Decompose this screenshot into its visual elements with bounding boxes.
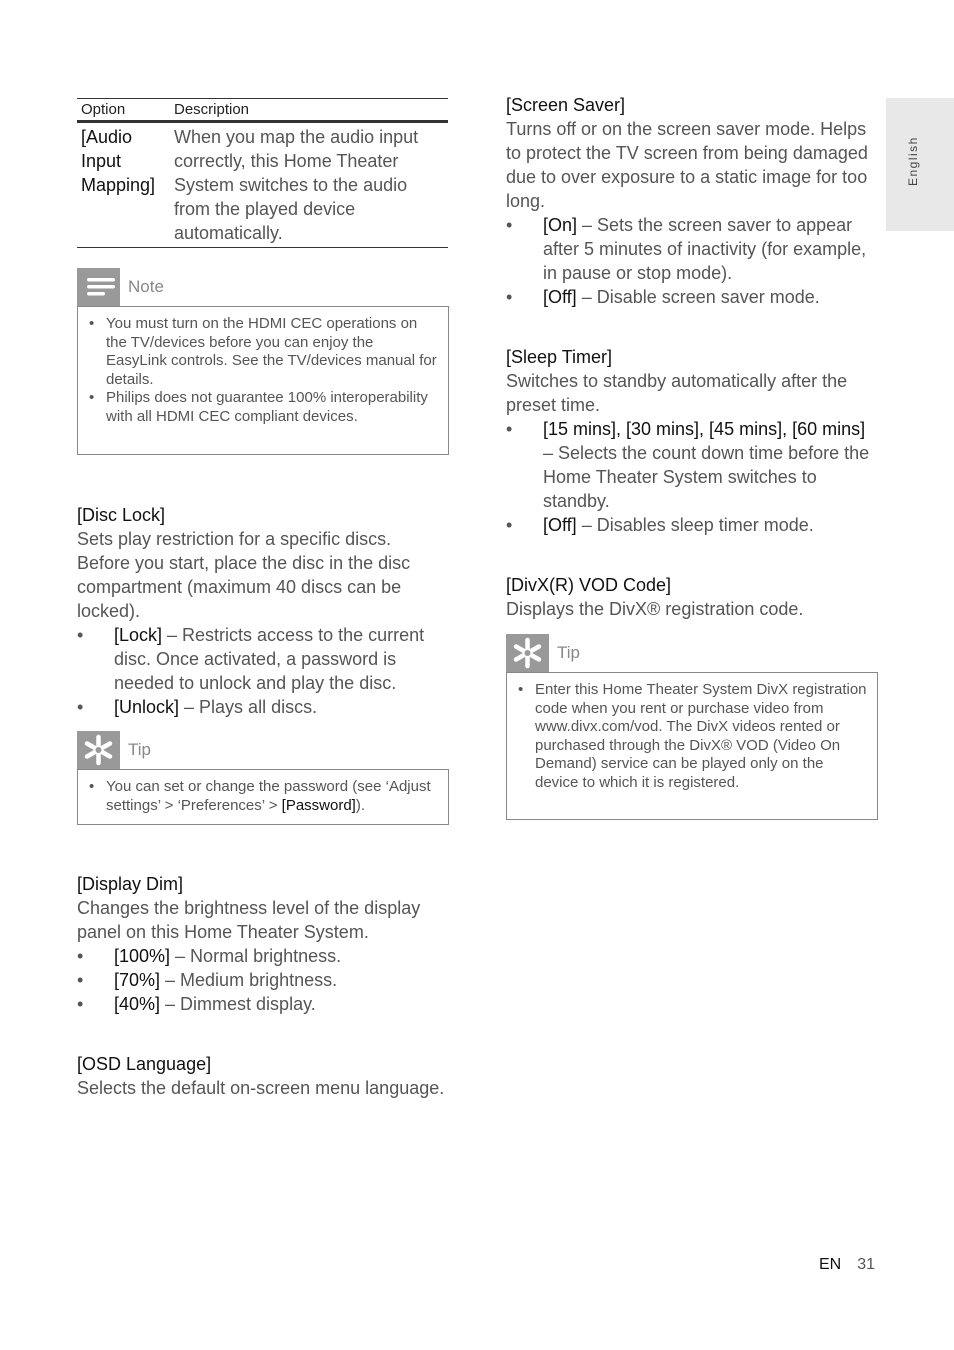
list-item bbox=[506, 213, 878, 285]
section-text: Switches to standby automatically after the preset time. bbox=[506, 371, 848, 415]
option-key: [Lock] bbox=[114, 625, 163, 645]
divx-section bbox=[506, 573, 878, 621]
list-item bbox=[77, 968, 449, 992]
tip-header bbox=[506, 634, 878, 672]
option-desc: – Medium brightness. bbox=[160, 970, 338, 990]
note-body bbox=[77, 306, 449, 455]
page-number: 31 bbox=[857, 1256, 875, 1273]
disc-lock-section bbox=[77, 503, 449, 719]
table-header-row bbox=[77, 99, 448, 122]
tip-text: You can set or change the password (see ‘Adjust settings’ > ‘Preferences’ > bbox=[106, 778, 431, 814]
list-item bbox=[506, 285, 878, 309]
table-row bbox=[77, 122, 448, 248]
tip-asterisk-icon bbox=[77, 731, 120, 769]
option-key: [100%] bbox=[114, 946, 171, 966]
option-key: [Off] bbox=[543, 287, 577, 307]
option-table bbox=[77, 98, 448, 248]
list-item bbox=[506, 513, 878, 537]
table-cell-option: [Audio Input Mapping] bbox=[77, 122, 170, 248]
tip-text-end: ). bbox=[355, 796, 366, 814]
note-label: Note bbox=[128, 277, 164, 296]
list-item bbox=[77, 992, 449, 1016]
tip-asterisk-icon bbox=[506, 634, 549, 672]
list-item bbox=[77, 623, 449, 695]
option-desc: – Restricts access to the current disc. Once activated, a password is needed to unlock and play the disc. bbox=[114, 625, 425, 693]
sleep-timer-section bbox=[506, 345, 878, 537]
option-desc: – Normal brightness. bbox=[170, 946, 342, 966]
list-item: • You must turn on the HDMI CEC operations on the TV/devices before you can enjoy the EasyLink controls. See the TV/devices manual for details. bbox=[86, 315, 438, 389]
list-item bbox=[86, 778, 438, 815]
tip-header bbox=[77, 731, 449, 769]
section-text: Changes the brightness level of the display panel on this Home Theater System. bbox=[77, 898, 421, 942]
tip-key: [Password] bbox=[281, 796, 356, 814]
note-lines-icon bbox=[77, 268, 120, 306]
section-text: Selects the default on-screen menu language. bbox=[77, 1078, 445, 1098]
option-desc: – Disables sleep timer mode. bbox=[576, 515, 814, 535]
option-key: [On] bbox=[543, 215, 578, 235]
section-title: [Disc Lock] bbox=[77, 505, 166, 525]
section-text: Sets play restriction for a specific discs. Before you start, place the disc in the disc compartment (maximum 40 discs can be locked). bbox=[77, 529, 411, 621]
note-callout bbox=[77, 268, 449, 455]
tip-callout-left bbox=[77, 731, 449, 825]
screen-saver-section bbox=[506, 93, 878, 309]
tip-body bbox=[77, 769, 449, 825]
note-header bbox=[77, 268, 449, 306]
option-desc: – Plays all discs. bbox=[179, 697, 318, 717]
footer-language: EN bbox=[818, 1256, 842, 1273]
list-item bbox=[77, 695, 449, 719]
tip-body bbox=[506, 672, 878, 820]
section-title: [DivX(R) VOD Code] bbox=[506, 575, 672, 595]
list-item: • Enter this Home Theater System DivX registration code when you rent or purchase video from www.divx.com/vod. The DivX videos rented or purchased through the DivX® VOD (Video On Demand) service can be played only on the device to which it is registered. bbox=[515, 681, 867, 792]
table-header-option: Option bbox=[77, 99, 170, 122]
option-key: [70%] bbox=[114, 970, 161, 990]
option-desc: – Sets the screen saver to appear after 5 minutes of inactivity (for example, in pause or stop mode). bbox=[543, 215, 867, 283]
language-tab bbox=[886, 98, 954, 231]
osd-language-section bbox=[77, 1052, 449, 1100]
option-key: [15 mins], [30 mins], [45 mins], [60 mins] bbox=[543, 419, 866, 439]
language-tab-label: English bbox=[906, 136, 920, 186]
option-desc: – Selects the count down time before the Home Theater System switches to standby. bbox=[543, 443, 870, 511]
table-cell-description: When you map the audio input correctly, this Home Theater System switches to the audio from the played device automatically. bbox=[170, 122, 448, 248]
section-title: [Display Dim] bbox=[77, 874, 184, 894]
section-text: Turns off or on the screen saver mode. Helps to protect the TV screen from being damaged due to over exposure to a static image for too long. bbox=[506, 119, 868, 211]
option-key: [Unlock] bbox=[114, 697, 180, 717]
tip-callout-right bbox=[506, 634, 878, 820]
section-title: [Sleep Timer] bbox=[506, 347, 613, 367]
list-item bbox=[77, 944, 449, 968]
option-key: [40%] bbox=[114, 994, 161, 1014]
option-desc: – Disable screen saver mode. bbox=[576, 287, 820, 307]
section-title: [OSD Language] bbox=[77, 1054, 212, 1074]
option-key: [Off] bbox=[543, 515, 577, 535]
section-title: [Screen Saver] bbox=[506, 95, 626, 115]
page-footer bbox=[819, 1256, 875, 1274]
section-text: Displays the DivX® registration code. bbox=[506, 599, 804, 619]
tip-label: Tip bbox=[128, 740, 151, 759]
display-dim-section bbox=[77, 872, 449, 1016]
list-item bbox=[506, 417, 878, 513]
option-desc: – Dimmest display. bbox=[160, 994, 316, 1014]
tip-label: Tip bbox=[557, 643, 580, 662]
table-header-description: Description bbox=[170, 99, 448, 122]
list-item: • Philips does not guarantee 100% interoperability with all HDMI CEC compliant devices. bbox=[86, 389, 438, 426]
